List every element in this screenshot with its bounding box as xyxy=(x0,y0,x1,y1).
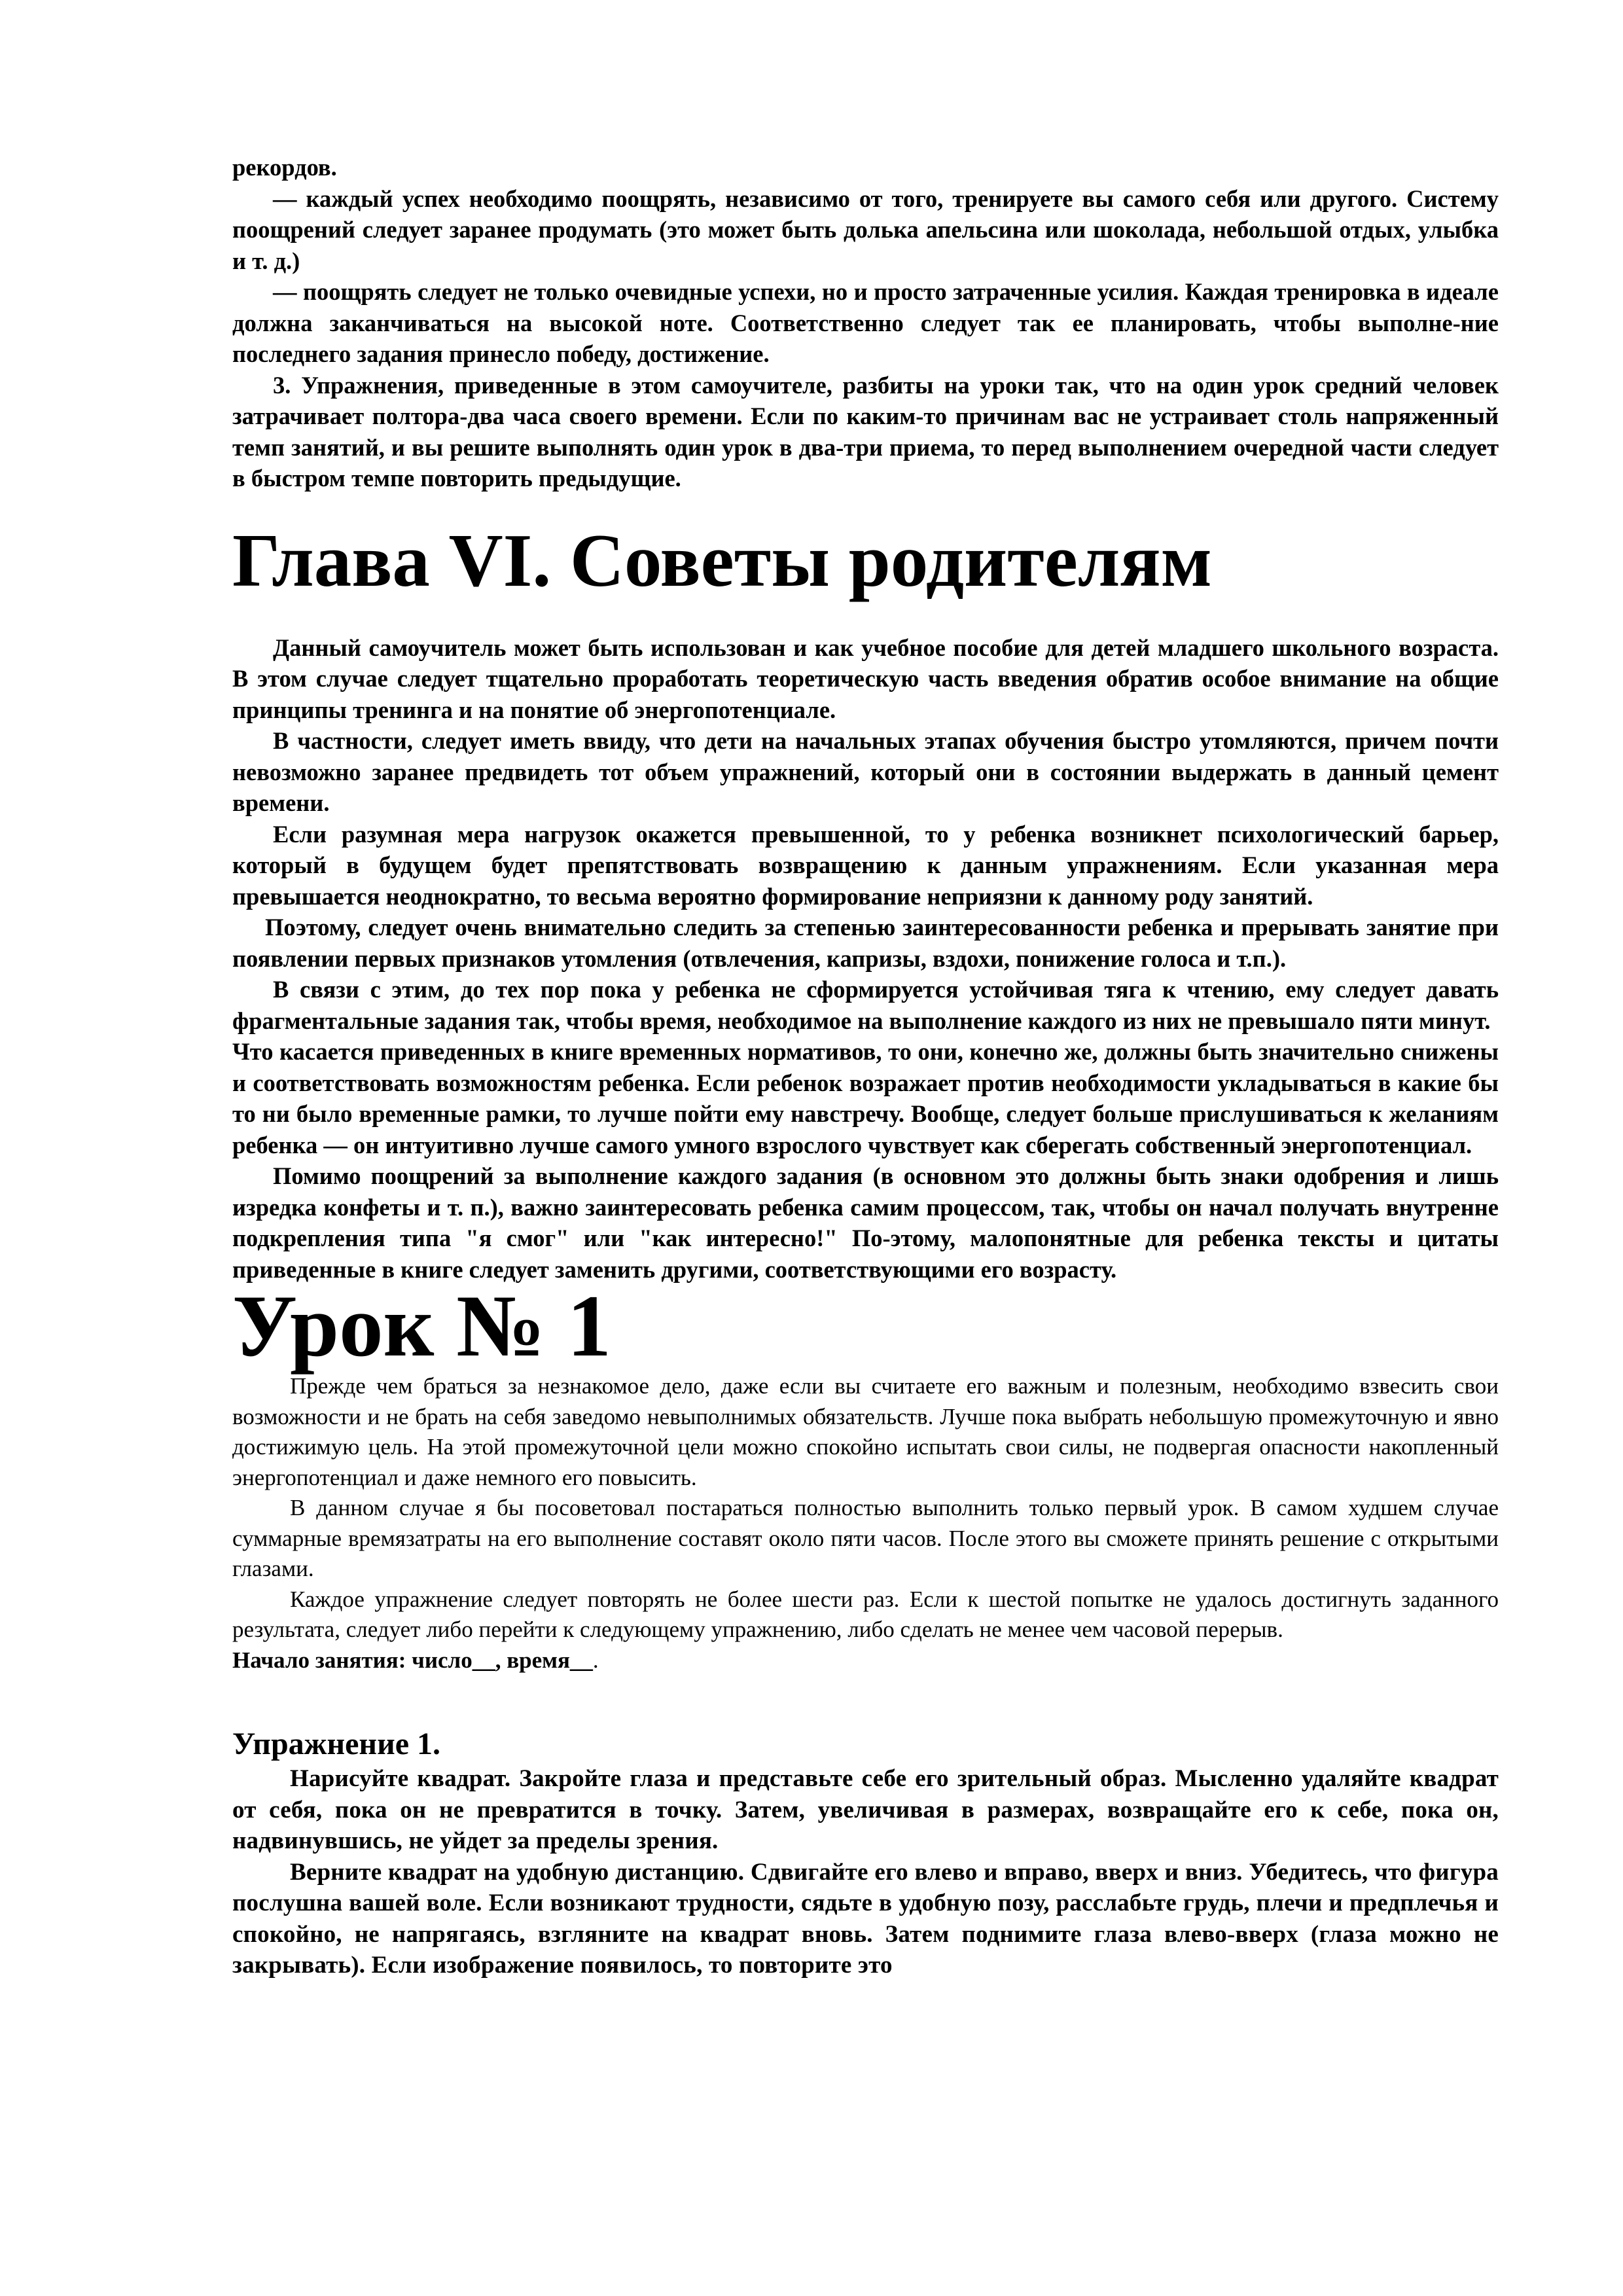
chapter-paragraph: Что касается приведенных в книге временных нормативов, то они, конечно же, должны быть значительно снижены и соответствовать возможностям ребенка. Если ребенок возражает против необходимости укладываться в какие бы то ни было временные рамки, то лучше пойти ему навстречу. Вообще, следует больше прислушиваться к желаниям ребенка — он интуитивно лучше самого умного взрослого чувствует как сберегать собственный энергопотенциал. xyxy=(232,1038,1499,1158)
chapter-section xyxy=(232,632,1499,1285)
intro-section xyxy=(232,152,1499,494)
exercise-paragraph: Нарисуйте квадрат. Закройте глаза и представьте себе его зрительный образ. Мысленно удаляйте квадрат от себя, пока он не превратится в точку. Затем, увеличивая в размерах, возвращайте его к себе, пока он, надвинувшись, не уйдет за пределы зрения. xyxy=(232,1765,1499,1854)
intro-paragraph: 3. Упражнения, приведенные в этом самоучителе, разбиты на уроки так, что на один урок средний человек затрачивает полтора-два часа своего времени. Если по каким-то причинам вас не устраивает столь напряженный темп занятий, и вы решите выполнять один урок в два-три приема, то перед выполнением очередной части следует в быстром темпе повторить предыдущие. xyxy=(232,371,1499,492)
lesson-start-label: Начало занятия: число__, время__ xyxy=(232,1647,593,1673)
chapter-paragraph: Данный самоучитель может быть использован и как учебное пособие для детей младшего школьного возраста. В этом случае следует тщательно проработать теоретическую часть введения обратив особое внимание на общие принципы тренинга и на понятие об энергопотенциале. xyxy=(232,634,1499,723)
intro-paragraph: — поощрять следует не только очевидные успехи, но и просто затраченные усилия. Каждая тренировка в идеале должна заканчиваться на высокой ноте. Соответственно следует так ее планировать, чтобы выполне-ние последнего задания принесло победу, достижение. xyxy=(232,278,1499,367)
chapter-paragraph: В связи с этим, до тех пор пока у ребенка не сформируется устойчивая тяга к чтению, ему следует давать фрагментальные задания так, чтобы время, необходимое на выполнение каждого из них не превышало пяти минут. xyxy=(232,976,1499,1034)
lesson-start-line xyxy=(232,1645,1499,1676)
document-page xyxy=(232,152,1499,1981)
intro-paragraph: — каждый успех необходимо поощрять, независимо от того, тренируете вы самого себя или другого. Систему поощрений следует заранее продумать (это может быть долька апельсина или шоколада, небольшой отдых, улыбка и т. д.) xyxy=(232,185,1499,274)
chapter-paragraph: Поэтому, следует очень внимательно следить за степенью заинтересованности ребенка и прерывать занятие при появлении первых признаков утомления (отвлечения, капризы, вздохи, понижение голоса и т.п.). xyxy=(232,914,1499,972)
lesson-heading: Урок № 1 xyxy=(232,1278,612,1375)
exercise-heading: Упражнение 1. xyxy=(232,1727,441,1761)
chapter-paragraph: Помимо поощрений за выполнение каждого задания (в основном это должны быть знаки одобрения и лишь изредка конфеты и т. п.), важно заинтересовать ребенка самим процессом, так, чтобы он начал получать внутренне подкрепления типа "я смог" или "как интересно!" По-этому, малопонятные для ребенка тексты и цитаты приведенные в книге следует заменить другими, соответствующими его возрасту. xyxy=(232,1162,1499,1283)
chapter-heading: Глава VI. Советы родителям xyxy=(232,518,1212,602)
lesson-paragraph: Прежде чем браться за незнакомое дело, даже если вы считаете его важным и полезным, необходимо взвесить свои возможности и не брать на себя заведомо невыполнимых обязательств. Лучше пока выбрать небольшую промежуточную и явно достижимую цель. На этой промежуточной цели можно спокойно испытать свои силы, не подвергая опасности накопленный энергопотенциал и даже немного его повысить. xyxy=(232,1373,1499,1490)
lesson-section xyxy=(232,1371,1499,1676)
intro-line: рекордов. xyxy=(232,154,337,181)
lesson-start-suffix: . xyxy=(592,1647,599,1673)
lesson-paragraph: В данном случае я бы посоветовал постараться полностью выполнить только первый урок. В самом худшем случае суммарные времязатраты на его выполнение составят около пяти часов. После этого вы сможете принять решение с открытыми глазами. xyxy=(232,1495,1499,1581)
exercise-section xyxy=(232,1763,1499,1981)
chapter-paragraph: Если разумная мера нагрузок окажется превышенной, то у ребенка возникнет психологический барьер, который в будущем будет препятствовать возвращению к данным упражнениям. Если указанная мера превышается неоднократно, то весьма вероятно формирование неприязни к данному роду занятий. xyxy=(232,820,1499,910)
chapter-paragraph: В частности, следует иметь ввиду, что дети на начальных этапах обучения быстро утомляются, причем почти невозможно заранее предвидеть тот объем упражнений, который они в состоянии выдержать в данный цемент времени. xyxy=(232,727,1499,816)
lesson-paragraph: Каждое упражнение следует повторять не более шести раз. Если к шестой попытке не удалось достигнуть заданного результата, следует либо перейти к следующему упражнению, либо сделать не менее чем часовой перерыв. xyxy=(232,1586,1499,1642)
exercise-paragraph: Верните квадрат на удобную дистанцию. Сдвигайте его влево и вправо, вверх и вниз. Убедитесь, что фигура послушна вашей воле. Если возникают трудности, сядьте в удобную позу, расслабьте грудь, плечи и предплечья и спокойно, не напрягаясь, взгляните на квадрат вновь. Затем поднимите глаза влево-вверх (глаза можно не закрывать). Если изображение появилось, то повторите это xyxy=(232,1858,1499,1979)
